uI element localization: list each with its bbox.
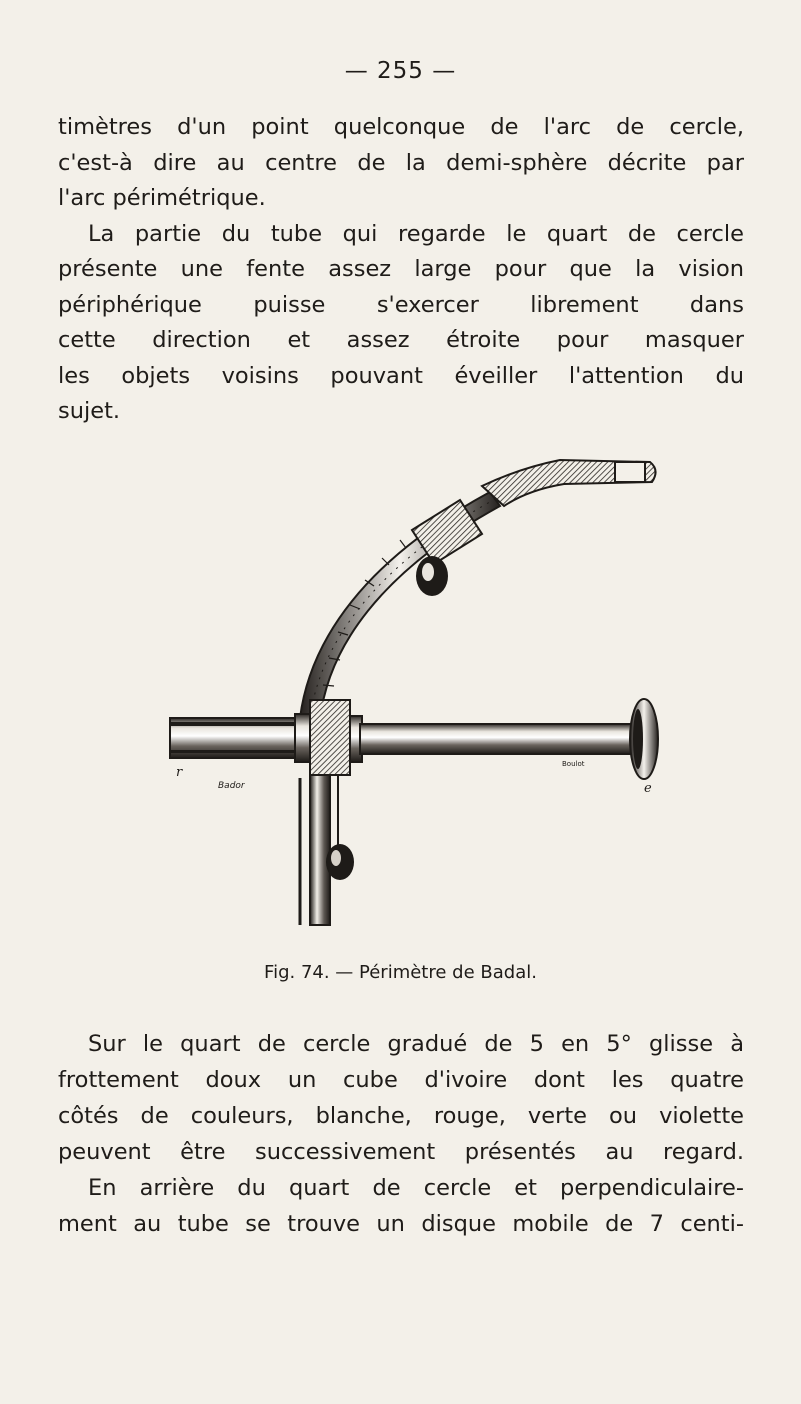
text-block-bottom <box>58 1026 744 1242</box>
text-block-top <box>58 110 744 430</box>
engraving-left: Bador <box>218 781 245 791</box>
text-line: les objets voisins pouvant éveiller l'attention du <box>58 362 744 389</box>
text-line: La partie du tube qui regarde le quart de cercle <box>88 220 744 247</box>
text-line: cette direction et assez étroite pour masquer <box>58 327 744 353</box>
text-line: ment au tube se trouve un disque mobile de 7 centi- <box>58 1211 744 1237</box>
text-line: Sur le quart de cercle gradué de 5 en 5° glisse à <box>88 1031 744 1057</box>
text-line: l'arc périmétrique. <box>58 185 266 211</box>
engraving-right: Boulot <box>562 760 585 768</box>
sight-tube <box>360 724 640 754</box>
handle <box>310 775 330 925</box>
text-line: périphérique puisse s'exercer librement dans <box>58 291 744 318</box>
text-line: côtés de couleurs, blanche, rouge, verte ou violette <box>58 1103 744 1129</box>
page-number: — 255 — <box>344 58 457 84</box>
central-hub <box>310 700 350 775</box>
label-right: e <box>644 781 652 796</box>
text-line: frottement doux un cube d'ivoire dont les quatre <box>58 1067 744 1093</box>
badal-perimeter-illustration <box>160 400 680 955</box>
text-line: peuvent être successivement présentés au regard. <box>58 1139 744 1165</box>
text-line: timètres d'un point quelconque de l'arc de cercle, <box>58 114 744 140</box>
figure-caption: Fig. 74. — Périmètre de Badal. <box>264 962 537 983</box>
text-line: sujet. <box>58 398 121 424</box>
label-left: r <box>176 765 183 780</box>
text-line: présente une fente assez large pour que la vision <box>58 256 744 282</box>
text-line: c'est-à dire au centre de la demi-sphère décrite par <box>58 149 744 176</box>
text-line: En arrière du quart de cercle et perpendiculaire- <box>88 1175 744 1201</box>
